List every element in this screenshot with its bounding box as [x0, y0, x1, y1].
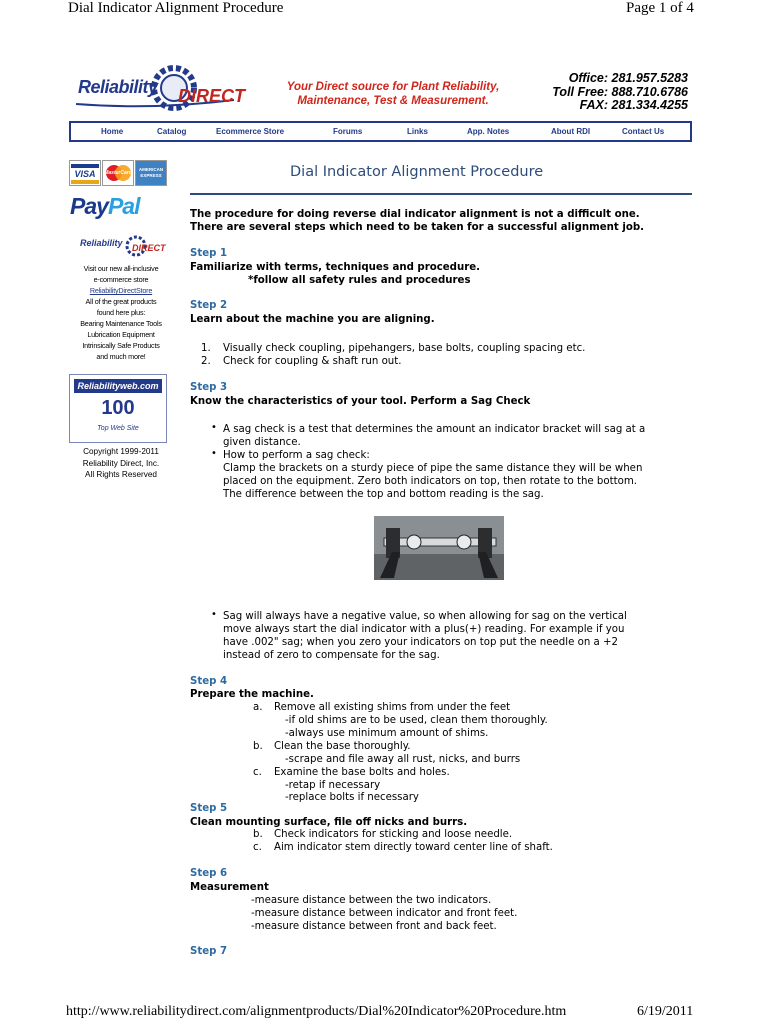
step-1-heading: Familiarize with terms, techniques and procedure.: [190, 262, 481, 273]
sag-bullet-3-line-4: instead of zero to compensate for the sag.: [223, 650, 440, 661]
step-4-item-b-1: -scrape and file away all rust, nicks, and burrs: [285, 754, 521, 765]
step-2-item-2: Check for coupling & shaft run out.: [223, 356, 402, 367]
step-2-heading: Learn about the machine you are aligning.: [190, 314, 435, 325]
print-page-number: Page 1 of 4: [626, 0, 694, 16]
step-4-label: Step 4: [190, 676, 228, 687]
step-4-item-c: Examine the base bolts and holes.: [274, 767, 450, 778]
step-4-item-a-2: -always use minimum amount of shims.: [285, 728, 489, 739]
top-100-badge[interactable]: [69, 374, 167, 443]
contact-info: [520, 72, 688, 113]
step-4-marker-c: c.: [253, 767, 262, 778]
copyright-line-3: All Rights Reserved: [85, 470, 157, 479]
nav-links[interactable]: Links: [407, 127, 428, 136]
print-title: Dial Indicator Alignment Procedure: [68, 0, 284, 16]
paypal-pay: Pay: [70, 193, 108, 219]
intro-line-2: There are several steps which need to be taken for a successful alignment job.: [190, 222, 645, 233]
copyright: [66, 446, 176, 481]
promo-line-7: Intrinsically Safe Products: [82, 341, 160, 350]
print-date: 6/19/2011: [637, 1004, 694, 1019]
store-link[interactable]: ReliabilityDirectStore: [89, 286, 153, 295]
bullet-dot: •: [211, 609, 217, 620]
step-5-item-c: Aim indicator stem directly toward center line of shaft.: [274, 842, 553, 853]
fax-number: FAX: 281.334.4255: [579, 98, 688, 112]
credit-cards: [69, 160, 167, 186]
step-7-label: Step 7: [190, 946, 228, 957]
step-1-label: Step 1: [190, 248, 228, 259]
nav-app-notes[interactable]: App. Notes: [467, 127, 510, 136]
visa-label: VISA: [74, 169, 96, 179]
promo-line-2: e-commerce store: [93, 275, 149, 284]
step-4-item-a-1: -if old shims are to be used, clean them thoroughly.: [285, 715, 548, 726]
print-url: http://www.reliabilitydirect.com/alignmentproducts/Dial%20Indicator%20Procedure.htm: [66, 1004, 567, 1019]
tagline-line-1: Your Direct source for Plant Reliability,: [286, 81, 500, 93]
bullet-dot: •: [211, 422, 217, 433]
promo-line-4: found here plus:: [96, 308, 146, 317]
sag-bullet-2-line-4: The difference between the top and bottom reading is the sag.: [223, 489, 544, 500]
step-6-item-2: -measure distance between indicator and front feet.: [251, 908, 518, 919]
nav-contact-us[interactable]: Contact Us: [622, 127, 665, 136]
sag-bullet-1-line-2: given distance.: [223, 437, 301, 448]
promo-line-6: Lubrication Equipment: [87, 330, 155, 339]
sag-bullet-3-line-3: have .002" sag; when you zero your indicators on top put the needle on a +2: [223, 637, 619, 648]
paypal-logo[interactable]: [70, 193, 139, 220]
sag-bullet-3-line-2: move always start the dial indicator with a plus(+) reading. For example if you: [223, 624, 625, 635]
step-4-item-b: Clean the base thoroughly.: [274, 741, 411, 752]
sag-fixture-image: [374, 516, 504, 580]
sag-bullet-2-line-1: How to perform a sag check:: [223, 450, 370, 461]
step-4-marker-b: b.: [253, 741, 263, 752]
intro-line-1: The procedure for doing reverse dial indicator alignment is not a difficult one.: [190, 209, 640, 220]
mini-logo-reliability: Reliability: [80, 238, 123, 248]
step-3-label: Step 3: [190, 382, 228, 393]
nav-catalog[interactable]: Catalog: [157, 127, 187, 136]
sag-bullet-2-line-3: placed on the equipment. Zero both indicators on top, then rotate to the bottom.: [223, 476, 638, 487]
promo-line-5: Bearing Maintenance Tools: [80, 319, 162, 328]
step-3-heading: Know the characteristics of your tool. Perform a Sag Check: [190, 396, 531, 407]
step-5-marker-c: c.: [253, 842, 262, 853]
promo-line-1: Visit our new all-inclusive: [83, 264, 159, 273]
logo-reliability-text: Reliability: [78, 77, 158, 97]
step-4-item-c-1: -retap if necessary: [285, 780, 381, 791]
office-phone: Office: 281.957.5283: [568, 71, 688, 85]
step-2-item-1: Visually check coupling, pipehangers, base bolts, coupling spacing etc.: [223, 343, 586, 354]
badge-site-name: Reliabilityweb.com: [74, 379, 162, 393]
badge-number: 100: [101, 397, 135, 419]
copyright-line-1: Copyright 1999-2011: [83, 447, 159, 456]
step-4-marker-a: a.: [253, 702, 263, 713]
logo-direct-text: DIRECT: [178, 86, 245, 106]
promo-line-8: and much more!: [96, 352, 146, 361]
page-title: Dial Indicator Alignment Procedure: [290, 164, 544, 180]
step-1-note: *follow all safety rules and procedures: [248, 275, 471, 286]
sag-check-photo: [374, 516, 504, 580]
store-logo[interactable]: [78, 235, 170, 261]
step-5-heading: Clean mounting surface, file off nicks and burrs.: [190, 817, 468, 828]
step-5-label: Step 5: [190, 803, 228, 814]
mini-logo-direct: DIRECT: [132, 243, 166, 253]
site-tagline: [266, 80, 520, 108]
bullet-dot: •: [211, 448, 217, 459]
title-divider: [190, 193, 692, 195]
mastercard-icon: [102, 160, 134, 186]
step-2-label: Step 2: [190, 300, 228, 311]
nav-home[interactable]: Home: [101, 127, 124, 136]
copyright-line-2: Reliability Direct, Inc.: [82, 458, 160, 468]
step-2-num-2: 2.: [201, 356, 211, 367]
sag-bullet-3-line-1: Sag will always have a negative value, so when allowing for sag on the vertical: [223, 611, 627, 622]
step-5-marker-b: b.: [253, 829, 263, 840]
step-2-num-1: 1.: [201, 343, 211, 354]
amex-label: AMERICAN EXPRESS: [138, 167, 164, 178]
step-6-item-1: -measure distance between the two indicators.: [251, 895, 492, 906]
nav-about-rdi[interactable]: About RDI: [551, 127, 591, 136]
nav-bar: [69, 121, 692, 142]
nav-forums[interactable]: Forums: [333, 127, 363, 136]
step-4-item-a: Remove all existing shims from under the feet: [274, 702, 511, 713]
sag-bullet-1-line-1: A sag check is a test that determines the amount an indicator bracket will sag at a: [223, 424, 646, 435]
step-6-heading: Measurement: [190, 882, 269, 893]
step-6-label: Step 6: [190, 868, 228, 879]
step-4-heading: Prepare the machine.: [190, 689, 314, 700]
sag-bullet-2-line-2: Clamp the brackets on a sturdy piece of pipe the same distance they will be when: [223, 463, 643, 474]
step-4-item-c-2: -replace bolts if necessary: [285, 792, 419, 803]
mastercard-label: MasterCard: [104, 170, 132, 176]
step-5-item-b: Check indicators for sticking and loose needle.: [274, 829, 513, 840]
paypal-pal: Pal: [107, 193, 140, 219]
site-logo[interactable]: [74, 64, 245, 116]
badge-subtitle: Top Web Site: [97, 425, 139, 432]
nav-ecommerce-store[interactable]: Ecommerce Store: [216, 127, 285, 136]
amex-icon: [135, 160, 167, 186]
toll-free-phone: Toll Free: 888.710.6786: [552, 84, 688, 99]
step-6-item-3: -measure distance between front and back feet.: [251, 921, 497, 932]
tagline-line-2: Maintenance, Test & Measurement.: [297, 95, 489, 107]
promo-line-3: All of the great products: [85, 297, 157, 306]
visa-icon: [69, 160, 101, 186]
store-promo: [66, 263, 176, 362]
